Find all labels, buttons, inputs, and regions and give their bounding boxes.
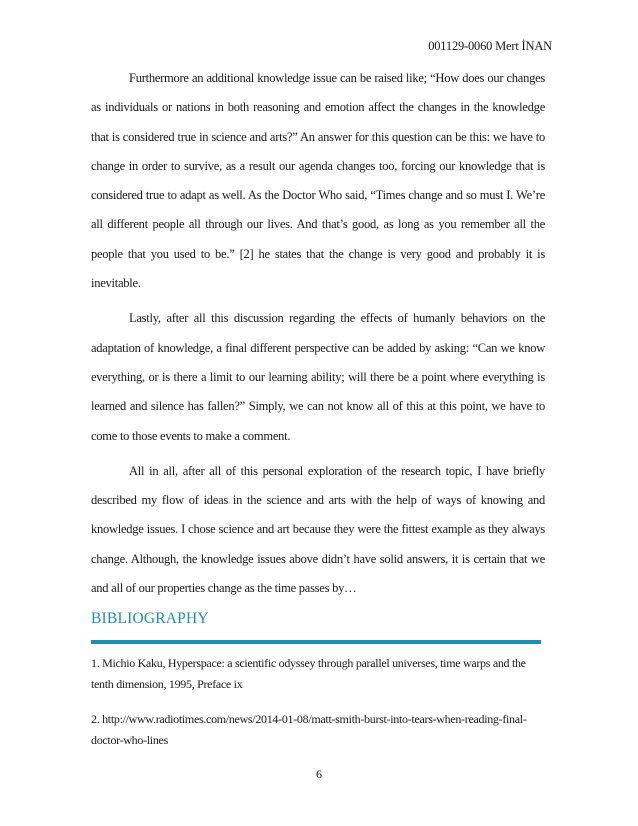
bibliography-item-2[interactable]: 2. http://www.radiotimes.com/news/2014-01-08/matt-smith-burst-into-tears-when-reading-final-doctor-who-lines xyxy=(91,712,527,747)
bibliography-divider xyxy=(91,640,541,644)
bibliography-heading: BIBLIOGRAPHY xyxy=(91,610,209,627)
paragraph-final-perspective: Lastly, after all this discussion regarding the effects of humanly behaviors on the adaptation of knowledge, a final different perspective can be added by asking: “Can we know everything, or is there a limit to our learning ability; will there be a point where everything is learned and silence has fallen?” Simply, we can not know all of this at this point, we have to come to those events to make a comment. xyxy=(91,311,545,443)
body-text xyxy=(91,64,545,609)
paragraph-conclusion: All in all, after all of this personal exploration of the research topic, I have briefly described my flow of ideas in the science and arts with the help of ways of knowing and knowledge issues. I chose science and art because they were the fittest example as they always change. Although, the knowledge issues above didn’t have solid answers, it is certain that we and all of our properties change as the time passes by… xyxy=(91,463,545,596)
page-number: 6 xyxy=(316,767,322,781)
paragraph-knowledge-issue: Furthermore an additional knowledge issue can be raised like; “How does our changes as individuals or nations in both reasoning and emotion affect the changes in the knowledge that is considered true in science and arts?” An answer for this question can be this: we have to change in order to survive, as a result our agenda changes too, forcing our knowledge that is considered true to adapt as well. As the Doctor Who said, “Times change and so must I. We’re all different people all through our lives. And that’s good, as long as you remember all the people that you used to be.” [2] he states that the change is very good and probably it is inevitable. xyxy=(91,71,545,291)
bibliography-item-1: 1. Michio Kaku, Hyperspace: a scientific odyssey through parallel universes, time warps and the tenth dimension, 1995, Preface ix xyxy=(91,656,526,691)
bibliography-list xyxy=(91,653,545,765)
running-header: 001129-0060 Mert İNAN xyxy=(428,39,552,53)
